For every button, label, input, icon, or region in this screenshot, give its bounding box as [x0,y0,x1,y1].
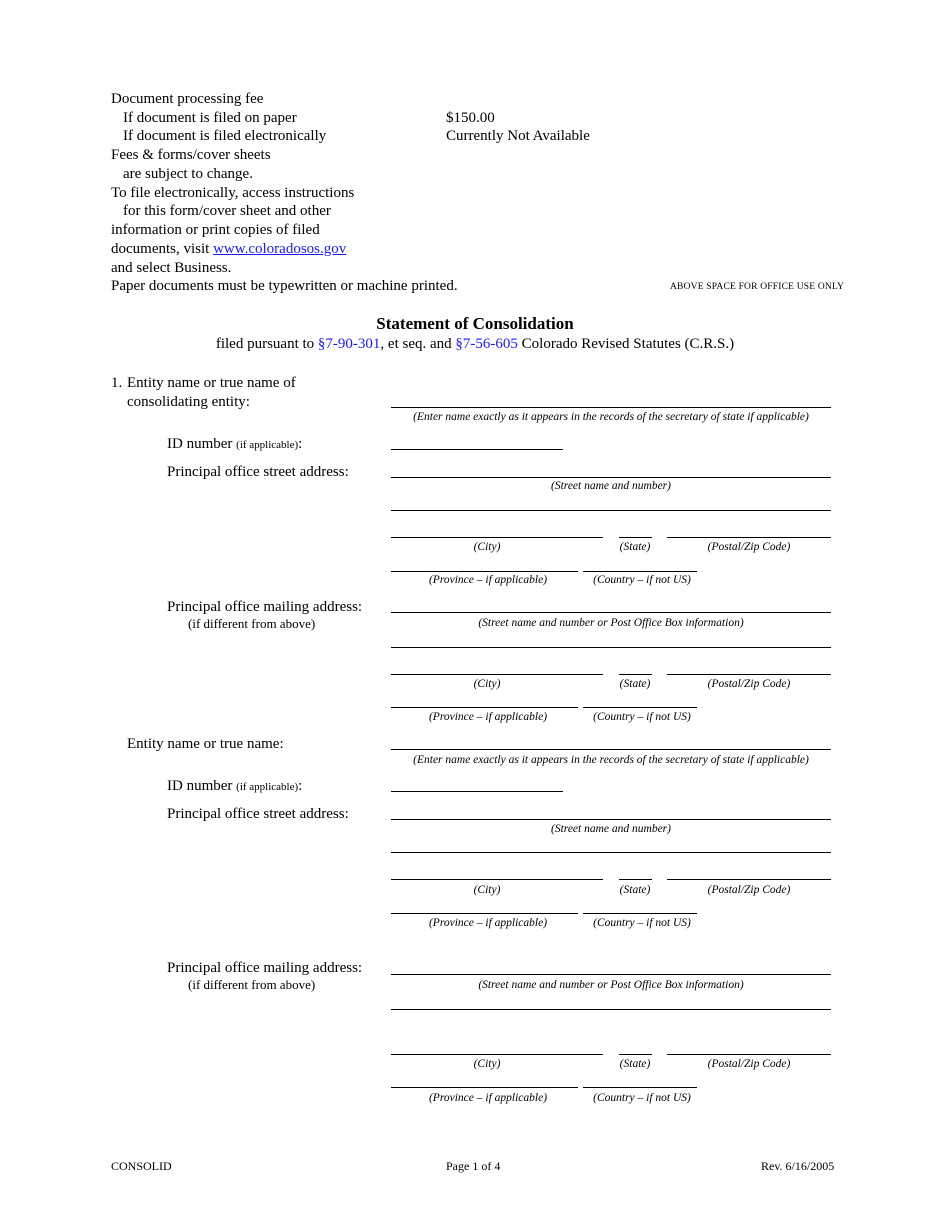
entity2-mailing-address-caption: (Street name and number or Post Office Box information) [478,979,744,991]
entity2-country-caption: (Country – if not US) [593,917,691,929]
section1-number: 1. [111,375,123,391]
efile-line5: and select Business. [111,260,232,276]
electronic-fee-value: Currently Not Available [446,128,590,144]
entity2-street-address-field[interactable] [391,819,831,820]
country-field[interactable] [583,571,697,572]
entity2-mailing-country-caption: (Country – if not US) [593,1092,691,1104]
id-number-qualifier: (if applicable) [236,439,299,451]
entity2-mailing-province-caption: (Province – if applicable) [428,1092,548,1104]
efile-line1: To file electronically, access instructions [111,185,355,201]
street-address-caption: (Street name and number) [551,480,671,492]
entity2-name-label: Entity name or true name: [127,736,284,752]
entity2-province-field[interactable] [391,913,578,914]
entity2-mailing-zip-field[interactable] [667,1054,831,1055]
efile-line4 [111,240,346,259]
mailing-province-field[interactable] [391,707,578,708]
entity2-id-number-text: ID number [167,778,233,794]
entity-name-label-line1: Entity name or true name of [127,375,296,391]
country-caption: (Country – if not US) [593,574,691,586]
entity-name-caption: (Enter name exactly as it appears in the records of the secretary of state if applicable) [413,411,809,423]
entity-name-field[interactable] [391,407,831,408]
entity2-country-field[interactable] [583,913,697,914]
entity2-street-address-field-line2[interactable] [391,852,831,853]
form-title: Statement of Consolidation [376,314,574,333]
subtitle-suffix: Colorado Revised Statutes (C.R.S.) [517,336,735,352]
entity-name-label-line2: consolidating entity: [127,394,250,410]
mailing-zip-field[interactable] [667,674,831,675]
entity2-mailing-address-sublabel: (if different from above) [188,977,316,992]
id-number-label [167,435,302,455]
entity2-mailing-address-label: Principal office mailing address: [167,960,363,976]
mailing-city-field[interactable] [391,674,603,675]
mailing-address-field[interactable] [391,612,831,613]
street-address-field[interactable] [391,477,831,478]
statute-link-7-56-605[interactable]: §7-56-605 [455,336,518,352]
efile-line3: information or print copies of filed [111,222,320,238]
entity2-id-number-qualifier: (if applicable) [236,781,299,793]
entity2-province-caption: (Province – if applicable) [428,917,548,929]
state-caption: (State) [619,541,651,553]
fees-note-line1: Fees & forms/cover sheets [111,147,271,163]
province-caption: (Province – if applicable) [428,574,548,586]
paper-fee-value: $150.00 [446,110,495,126]
entity2-street-address-label: Principal office street address: [167,806,349,822]
entity2-mailing-address-field-line2[interactable] [391,1009,831,1010]
subtitle-prefix: filed pursuant to [215,336,318,352]
footer-revision: Rev. 6/16/2005 [761,1159,835,1173]
office-use-notice: ABOVE SPACE FOR OFFICE USE ONLY [670,282,845,292]
zip-field[interactable] [667,537,831,538]
entity2-zip-caption: (Postal/Zip Code) [707,884,791,896]
mailing-address-field-line2[interactable] [391,647,831,648]
form-subtitle [0,336,950,353]
street-address-label: Principal office street address: [167,464,349,480]
entity2-id-number-field[interactable] [391,791,563,792]
id-number-colon: : [298,436,303,452]
mailing-country-field[interactable] [583,707,697,708]
mailing-country-caption: (Country – if not US) [593,711,691,723]
city-field[interactable] [391,537,603,538]
entity2-mailing-province-field[interactable] [391,1087,578,1088]
entity2-mailing-city-field[interactable] [391,1054,603,1055]
entity2-id-number-colon: : [298,778,303,794]
entity2-id-number-label [167,777,302,797]
street-address-field-line2[interactable] [391,510,831,511]
city-caption: (City) [473,541,501,553]
footer-page-number: Page 1 of 4 [446,1159,501,1173]
entity2-state-field[interactable] [619,879,652,880]
footer-form-code: CONSOLID [111,1159,172,1173]
paper-note: Paper documents must be typewritten or machine printed. [111,278,458,294]
entity2-mailing-state-field[interactable] [619,1054,652,1055]
entity2-mailing-city-caption: (City) [473,1058,501,1070]
fees-note-line2: are subject to change. [123,166,253,182]
entity2-mailing-country-field[interactable] [583,1087,697,1088]
paper-fee-label: If document is filed on paper [123,110,297,126]
id-number-text: ID number [167,436,233,452]
efile-line4-prefix: documents, visit [111,241,214,257]
entity2-mailing-zip-caption: (Postal/Zip Code) [707,1058,791,1070]
mailing-address-sublabel: (if different from above) [188,616,316,631]
subtitle-mid: , et seq. and [380,336,456,352]
mailing-zip-caption: (Postal/Zip Code) [707,678,791,690]
entity2-city-field[interactable] [391,879,603,880]
id-number-field[interactable] [391,449,563,450]
sos-website-link[interactable]: www.coloradosos.gov [213,241,347,257]
mailing-address-caption: (Street name and number or Post Office Box information) [478,617,744,629]
efile-line2: for this form/cover sheet and other [123,203,331,219]
statute-link-7-90-301[interactable]: §7-90-301 [317,336,381,352]
entity2-mailing-state-caption: (State) [619,1058,651,1070]
mailing-state-caption: (State) [619,678,651,690]
entity2-mailing-address-field[interactable] [391,974,831,975]
electronic-fee-label: If document is filed electronically [123,128,327,144]
fee-title: Document processing fee [111,91,264,107]
mailing-province-caption: (Province – if applicable) [428,711,548,723]
province-field[interactable] [391,571,578,572]
zip-caption: (Postal/Zip Code) [707,541,791,553]
entity2-zip-field[interactable] [667,879,831,880]
entity2-street-address-caption: (Street name and number) [551,823,671,835]
entity2-city-caption: (City) [473,884,501,896]
mailing-address-label: Principal office mailing address: [167,599,363,615]
mailing-state-field[interactable] [619,674,652,675]
entity2-state-caption: (State) [619,884,651,896]
entity2-name-caption: (Enter name exactly as it appears in the records of the secretary of state if applicable) [413,754,809,766]
state-field[interactable] [619,537,652,538]
entity2-name-field[interactable] [391,749,831,750]
mailing-city-caption: (City) [473,678,501,690]
